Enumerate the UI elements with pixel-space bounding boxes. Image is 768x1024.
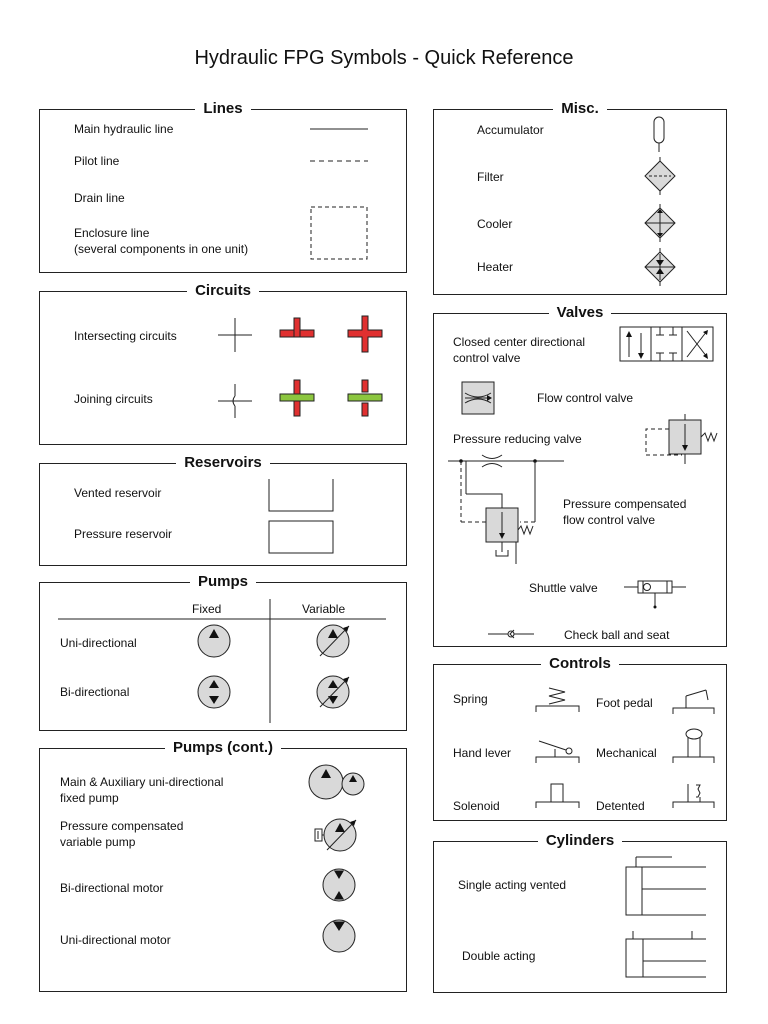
- pumps-cont-panel: [39, 739, 407, 992]
- enclosure-line-symbol: [310, 206, 370, 262]
- bi-directional-label: Bi-directional: [60, 685, 130, 699]
- intersecting-circuits-label: Intersecting circuits: [74, 329, 177, 343]
- misc-panel: [433, 100, 727, 295]
- controls-panel: [433, 655, 727, 821]
- controls-title: Controls: [541, 655, 619, 672]
- hand-lever-control-symbol: [535, 737, 581, 767]
- reservoirs-panel: [39, 454, 407, 566]
- flow-control-valve-symbol: [461, 381, 497, 417]
- cylinders-panel: [433, 832, 727, 993]
- detented-control-symbol: [672, 782, 716, 812]
- mechanical-control-symbol: [672, 727, 716, 767]
- circuits-title: Circuits: [187, 282, 259, 299]
- filter-symbol: [644, 157, 678, 197]
- pressure-reservoir-label: Pressure reservoir: [74, 527, 173, 541]
- spring-control-symbol: [535, 684, 581, 714]
- check-ball-seat-symbol: [488, 628, 538, 642]
- uni-directional-motor-label: Uni-directional motor: [60, 933, 171, 947]
- pilot-line-label: Pilot line: [74, 154, 120, 168]
- lines-panel: [39, 100, 407, 273]
- pumps-title: Pumps: [190, 573, 256, 590]
- misc-title: Misc.: [553, 100, 607, 117]
- pumps-cont-title: Pumps (cont.): [165, 739, 281, 756]
- double-acting-cylinder-symbol: [622, 931, 712, 981]
- pressure-reservoir-symbol: [268, 520, 336, 556]
- uni-directional-label: Uni-directional: [60, 636, 137, 650]
- detented-label: Detented: [596, 799, 645, 813]
- foot-pedal-label: Foot pedal: [596, 696, 653, 710]
- pressure-comp-pump-symbol: [314, 815, 364, 857]
- check-ball-seat-label: Check ball and seat: [564, 628, 670, 642]
- circuits-panel: [39, 282, 407, 445]
- main-line-symbol: [310, 124, 370, 134]
- mechanical-label: Mechanical: [596, 746, 657, 760]
- uni-directional-motor-symbol: [322, 919, 358, 955]
- cooler-symbol: [644, 204, 678, 244]
- variable-column-header: Variable: [302, 602, 346, 616]
- cooler-label: Cooler: [477, 217, 513, 231]
- main-hydraulic-line-label: Main hydraulic line: [74, 122, 174, 136]
- joining-red-green-symbol: [280, 380, 316, 420]
- foot-pedal-control-symbol: [672, 688, 716, 718]
- lines-title: Lines: [195, 100, 250, 117]
- joining-circuits-label: Joining circuits: [74, 392, 153, 406]
- vented-reservoir-label: Vented reservoir: [74, 486, 162, 500]
- enclosure-line-label: Enclosure line (several components in one unit): [74, 226, 249, 257]
- shuttle-valve-label: Shuttle valve: [529, 581, 598, 595]
- fixed-column-header: Fixed: [192, 602, 222, 616]
- main-aux-pump-label: Main & Auxiliary uni-directional fixed pump: [60, 775, 224, 806]
- drain-line-label: Drain line: [74, 191, 125, 205]
- pump-bi-fixed-symbol: [197, 675, 233, 711]
- spring-label: Spring: [453, 692, 488, 706]
- vented-reservoir-symbol: [268, 478, 336, 514]
- closed-center-valve-symbol: [619, 325, 715, 365]
- main-aux-pump-symbol: [308, 764, 368, 804]
- joining-green-red-symbol: [348, 380, 384, 420]
- intersecting-circuit-symbol: [218, 318, 254, 354]
- pump-uni-variable-symbol: [314, 622, 354, 662]
- accumulator-symbol: [650, 116, 670, 156]
- cylinders-title: Cylinders: [538, 832, 622, 849]
- closed-center-valve-label: Closed center directional control valve: [453, 335, 586, 366]
- flow-control-valve-label: Flow control valve: [537, 391, 634, 405]
- intersecting-red-cross-symbol: [348, 316, 384, 356]
- double-acting-label: Double acting: [462, 949, 536, 963]
- page-title: Hydraulic FPG Symbols - Quick Reference: [194, 47, 574, 69]
- solenoid-label: Solenoid: [453, 799, 500, 813]
- accumulator-label: Accumulator: [477, 123, 544, 137]
- single-acting-vented-cylinder-symbol: [622, 857, 712, 919]
- filter-label: Filter: [477, 170, 504, 184]
- single-acting-vented-label: Single acting vented: [458, 878, 567, 892]
- bi-directional-motor-label: Bi-directional motor: [60, 881, 164, 895]
- pressure-reducing-valve-symbol: [644, 414, 724, 466]
- bi-directional-motor-symbol: [322, 868, 358, 904]
- heater-label: Heater: [477, 260, 514, 274]
- reservoirs-title: Reservoirs: [176, 454, 270, 471]
- hand-lever-label: Hand lever: [453, 746, 512, 760]
- pressure-reducing-valve-label: Pressure reducing valve: [453, 432, 582, 446]
- pump-bi-variable-symbol: [314, 673, 354, 713]
- shuttle-valve-symbol: [624, 577, 690, 611]
- pump-uni-fixed-symbol: [197, 624, 233, 660]
- pressure-comp-pump-label: Pressure compensated variable pump: [60, 819, 184, 850]
- intersecting-red-tee-symbol: [280, 318, 316, 344]
- pilot-line-symbol: [310, 156, 370, 166]
- pumps-panel: [39, 573, 407, 731]
- solenoid-control-symbol: [535, 782, 581, 812]
- heater-symbol: [644, 248, 678, 288]
- valves-title: Valves: [549, 304, 612, 321]
- pressure-comp-flow-valve-label: Pressure compensated flow control valve: [563, 497, 687, 528]
- valves-panel: [433, 304, 727, 647]
- joining-circuit-symbol: [218, 384, 254, 420]
